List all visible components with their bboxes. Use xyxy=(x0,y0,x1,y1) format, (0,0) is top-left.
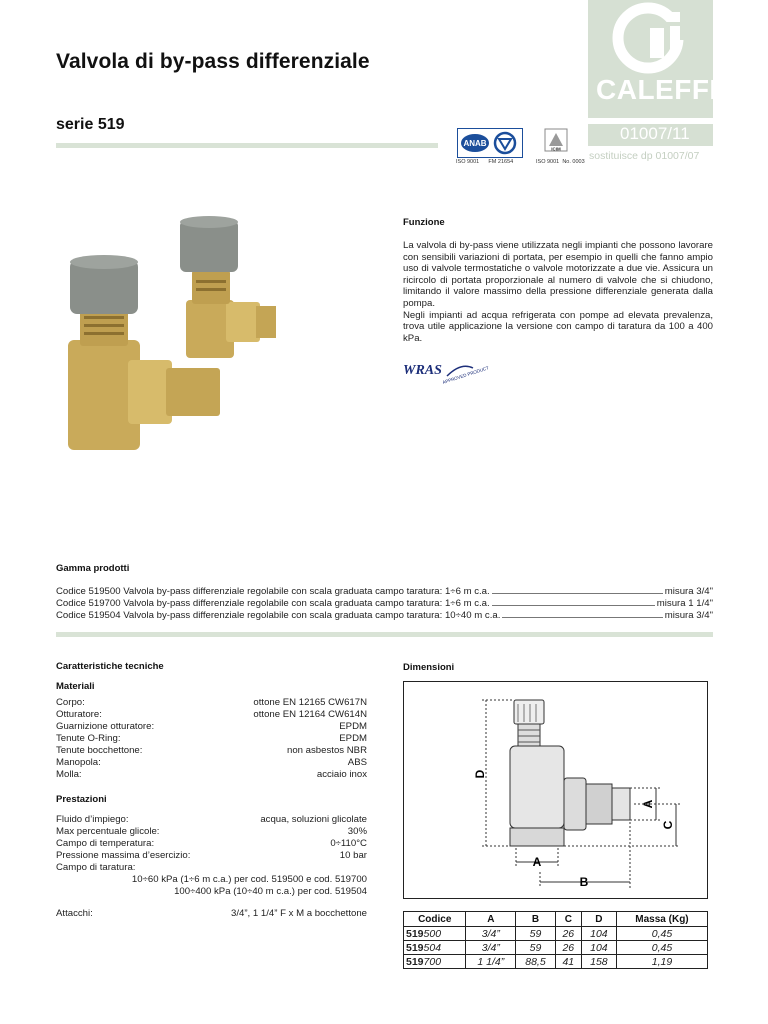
spec-row: Otturatore: ottone EN 12164 CW614N xyxy=(56,709,367,720)
spec-row: Campo di temperatura: 0÷110°C xyxy=(56,838,367,849)
icim-badge-text: ICIM xyxy=(551,146,561,152)
spec-row: Tenute bocchettone: non asbestos NBR xyxy=(56,745,367,756)
column-header: D xyxy=(581,912,616,927)
table-cell: 158 xyxy=(581,955,616,969)
header-divider xyxy=(56,143,438,148)
table-cell: 104 xyxy=(581,927,616,941)
spec-row: Corpo: ottone EN 12165 CW617N xyxy=(56,697,367,708)
funzione-text: La valvola di by-pass viene utilizzata negli impianti che possono lavorare con sensibili variazioni di portata, per esempio in quelli che fanno ampio uso di valvole termostatiche o valvole motorizzate a due vie. Assicura un ricircolo di portata proporzionale al numero di valvole che si chiudono, limitando il valore massimo della pressione differenziale generata dalla pompa. Negli impianti ad acqua refrigerata con pompe ad elevata prevalenza, trova utile applicazione la versione con campo di taratura da 100 a 400 kPa. xyxy=(403,240,713,344)
table-cell: 1,19 xyxy=(616,955,707,969)
table-row xyxy=(404,941,708,955)
taratura-label: Campo di taratura: xyxy=(56,862,136,873)
spec-row: Manopola: ABS xyxy=(56,757,367,768)
column-header: B xyxy=(516,912,556,927)
section-divider xyxy=(56,632,713,637)
code-cell: 519500 xyxy=(404,927,466,941)
valve-dimension-diagram xyxy=(404,682,707,898)
spec-row: Fluido d’impiego: acqua, soluzioni glicolate xyxy=(56,814,367,825)
small-valve-image xyxy=(180,216,276,358)
series-label: serie 519 xyxy=(56,116,125,133)
document-replaces: sostituisce dp 01007/07 xyxy=(589,150,700,162)
dimension-drawing xyxy=(403,681,708,899)
table-cell: 26 xyxy=(555,927,581,941)
taratura-value-1: 10÷60 kPa (1÷6 m c.a.) per cod. 519500 e cod. 519700 xyxy=(131,874,367,885)
dimensions-table xyxy=(403,911,708,969)
table-cell: 3/4” xyxy=(466,927,516,941)
wras-sub-text: APPROVED PRODUCT xyxy=(441,365,490,385)
table-cell: 0,45 xyxy=(616,927,707,941)
table-cell: 3/4” xyxy=(466,941,516,955)
table-cell: 41 xyxy=(555,955,581,969)
gamma-row: Codice 519504 Valvola by-pass differenziale regolabile con scala graduata campo taratura: 10÷40 m c.a. misura 3/4" xyxy=(56,610,713,621)
cert2-caption: ISO 9001 No. 0003 xyxy=(536,159,585,165)
document-code: 01007/11 xyxy=(620,124,690,143)
dimension-label-a-horizontal: A xyxy=(532,855,542,869)
spec-row: Guarnizione otturatore: EPDM xyxy=(56,721,367,732)
funzione-heading: Funzione xyxy=(403,217,445,228)
spec-row: Pressione massima d’esercizio: 10 bar xyxy=(56,850,367,861)
code-cell: 519504 xyxy=(404,941,466,955)
spec-row: Attacchi: 3/4”, 1 1/4” F x M a bocchettone xyxy=(56,908,367,919)
column-header: C xyxy=(555,912,581,927)
caratteristiche-heading: Caratteristiche tecniche xyxy=(56,661,164,672)
materiali-heading: Materiali xyxy=(56,681,95,692)
column-header: Massa (Kg) xyxy=(616,912,707,927)
spec-row: Tenute O-Ring: EPDM xyxy=(56,733,367,744)
taratura-value-2: 100÷400 kPa (10÷40 m c.a.) per cod. 519504 xyxy=(174,886,367,897)
table-cell: 88,5 xyxy=(516,955,556,969)
brand-name: CALEFFI xyxy=(596,74,718,105)
anab-badge-text: ANAB xyxy=(463,139,487,148)
gamma-row: Codice 519700 Valvola by-pass differenziale regolabile con scala graduata campo taratura: 1÷6 m c.a. misura 1 1/4" xyxy=(56,598,713,609)
wras-logo-text: WRAS xyxy=(403,363,442,378)
table-cell: 59 xyxy=(516,927,556,941)
wras-logo-icon xyxy=(403,358,490,388)
page-title: Valvola di by-pass differenziale xyxy=(56,50,370,73)
anab-certification-icon xyxy=(457,128,523,158)
table-cell: 59 xyxy=(516,941,556,955)
table-header-row xyxy=(404,912,708,927)
spec-row: Max percentuale glicole: 30% xyxy=(56,826,367,837)
table-cell: 104 xyxy=(581,941,616,955)
dimension-label-d: D xyxy=(473,769,487,779)
gamma-row: Codice 519500 Valvola by-pass differenziale regolabile con scala graduata campo taratura: 1÷6 m c.a. misura 3/4" xyxy=(56,586,713,597)
dimension-label-a-vertical: A xyxy=(641,799,655,809)
spec-row: Molla: acciaio inox xyxy=(56,769,367,780)
table-row xyxy=(404,927,708,941)
table-row xyxy=(404,955,708,969)
table-cell: 0,45 xyxy=(616,941,707,955)
column-header: A xyxy=(466,912,516,927)
code-cell: 519700 xyxy=(404,955,466,969)
dimension-label-b: B xyxy=(579,875,589,889)
product-photo xyxy=(56,210,296,480)
column-header: Codice xyxy=(404,912,466,927)
icim-certification-icon xyxy=(544,128,568,152)
dimension-label-c: C xyxy=(661,820,675,830)
prestazioni-heading: Prestazioni xyxy=(56,794,107,805)
gamma-heading: Gamma prodotti xyxy=(56,563,130,574)
table-cell: 26 xyxy=(555,941,581,955)
table-cell: 1 1/4” xyxy=(466,955,516,969)
dimensioni-heading: Dimensioni xyxy=(403,662,455,673)
cert1-caption: ISO 9001 FM 21654 xyxy=(456,159,514,165)
